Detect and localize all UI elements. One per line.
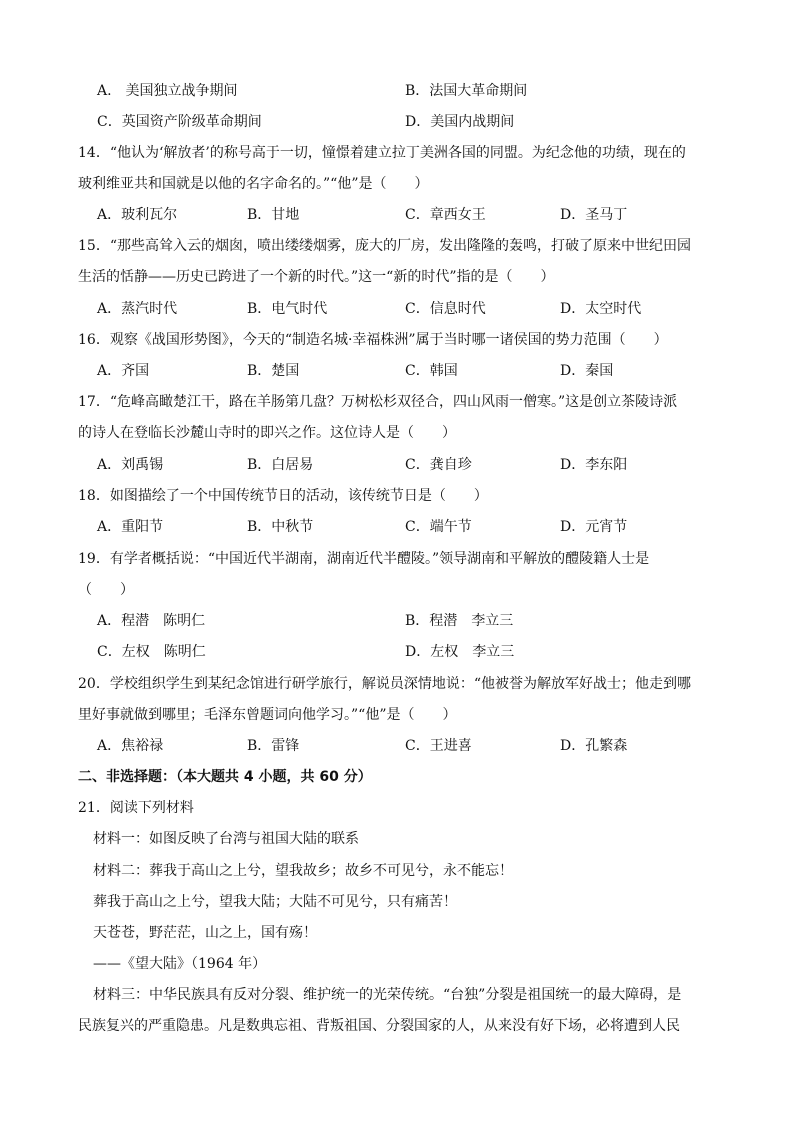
option-c[interactable]: C．端午节 xyxy=(405,519,472,535)
section-heading: 二、非选择题：（本大题共 4 小题，共 60 分） xyxy=(78,769,372,785)
option-c[interactable]: C．章西女王 xyxy=(405,207,486,223)
option-a[interactable]: A．蒸汽时代 xyxy=(97,301,178,317)
option-c[interactable]: C．英国资产阶级革命期间 xyxy=(97,114,262,130)
option-d[interactable]: D．李东阳 xyxy=(560,457,628,473)
option-d[interactable]: D．美国内战期间 xyxy=(405,114,515,130)
question-20-line1: 20．学校组织学生到某纪念馆进行研学旅行，解说员深情地说：“他被誉为解放军好战士；他走到哪 xyxy=(78,676,691,692)
option-c[interactable]: C．信息时代 xyxy=(405,301,486,317)
option-b[interactable]: B．楚国 xyxy=(247,363,300,379)
option-a[interactable]: A．玻利瓦尔 xyxy=(97,207,178,223)
question-15-line2: 生活的恬静——历史已跨进了一个新的时代。”这一“新的时代”指的是（ ） xyxy=(78,269,555,285)
option-d[interactable]: D．元宵节 xyxy=(560,519,628,535)
question-17-line1: 17．“危峰高瞰楚江干，路在羊肠第几盘？万树松杉双径合，四山风雨一僧寒。”这是创立茶陵诗派 xyxy=(78,394,678,410)
option-d[interactable]: D．圣马丁 xyxy=(560,207,628,223)
options-q15 xyxy=(97,299,737,319)
options-q19-row2 xyxy=(97,642,737,662)
material-2: 材料二：葬我于高山之上兮，望我故乡；故乡不可见兮，永不能忘！ xyxy=(93,863,513,879)
options-q16 xyxy=(97,361,737,381)
options-q14 xyxy=(97,205,737,225)
option-a[interactable]: A．焦裕禄 xyxy=(97,738,164,754)
options-q13-row2 xyxy=(97,112,737,132)
option-a[interactable]: A．重阳节 xyxy=(97,519,164,535)
question-14-line1: 14．“他认为‘解放者’的称号高于一切，憧憬着建立拉丁美洲各国的同盟。为纪念他的功绩，现在的 xyxy=(78,145,686,161)
option-c[interactable]: C．龚自珍 xyxy=(405,457,472,473)
poem-source: ——《望大陆》（1964 年） xyxy=(93,956,267,972)
options-q19 xyxy=(97,611,737,631)
material-3-line1: 材料三：中华民族具有反对分裂、维护统一的光荣传统。“台独”分裂是祖国统一的最大障碍，是 xyxy=(93,987,682,1003)
option-d[interactable]: D．太空时代 xyxy=(560,301,642,317)
option-a[interactable]: A．刘禹锡 xyxy=(97,457,164,473)
options-q18 xyxy=(97,517,737,537)
options-q13 xyxy=(97,81,737,101)
option-d[interactable]: D．孔繁森 xyxy=(560,738,628,754)
option-b[interactable]: B．中秋节 xyxy=(247,519,314,535)
option-b[interactable]: B．甘地 xyxy=(247,207,300,223)
question-20-line2: 里好事就做到哪里；毛泽东曾题词向他学习。”“他”是（ ） xyxy=(78,707,457,723)
poem-line-2: 葬我于高山之上兮，望我大陆；大陆不可见兮，只有痛苦！ xyxy=(93,894,457,910)
poem-line-3: 天苍苍，野茫茫，山之上，国有殇！ xyxy=(93,925,317,941)
question-18-line1: 18．如图描绘了一个中国传统节日的活动，该传统节日是（ ） xyxy=(78,488,488,504)
material-3-line2: 民族复兴的严重隐患。凡是数典忘祖、背叛祖国、分裂国家的人，从来没有好下场，必将遭到人民 xyxy=(78,1018,680,1034)
option-d[interactable]: D．秦国 xyxy=(560,363,614,379)
options-q20 xyxy=(97,736,737,756)
option-b[interactable]: B．雷锋 xyxy=(247,738,300,754)
option-b[interactable]: B．程潜 李立三 xyxy=(405,613,514,629)
option-b[interactable]: B．白居易 xyxy=(247,457,314,473)
question-21-title: 21．阅读下列材料 xyxy=(78,800,194,816)
options-q17 xyxy=(97,455,737,475)
option-b[interactable]: B．法国大革命期间 xyxy=(405,83,528,99)
option-b[interactable]: B．电气时代 xyxy=(247,301,328,317)
option-a[interactable]: A. 美国独立战争期间 xyxy=(97,83,238,99)
question-16-line1: 16．观察《战国形势图》，今天的“制造名城·幸福株洲”属于当时哪一诸侯国的势力范围（ ） xyxy=(78,332,668,348)
option-a[interactable]: A．程潜 陈明仁 xyxy=(97,613,206,629)
question-17-line2: 的诗人在登临长沙麓山寺时的即兴之作。这位诗人是（ ） xyxy=(78,425,456,441)
question-19-line2: （ ） xyxy=(78,582,134,598)
option-d[interactable]: D．左权 李立三 xyxy=(405,644,515,660)
option-c[interactable]: C．王进喜 xyxy=(405,738,472,754)
option-c[interactable]: C．韩国 xyxy=(405,363,458,379)
question-19-line1: 19．有学者概括说：“中国近代半湖南，湖南近代半醴陵。”领导湖南和平解放的醴陵籍人士是 xyxy=(78,551,650,567)
question-15-line1: 15．“那些高耸入云的烟囱，喷出缕缕烟雾，庞大的厂房，发出隆隆的轰鸣，打破了原来中世纪田园 xyxy=(78,238,691,254)
option-c[interactable]: C．左权 陈明仁 xyxy=(97,644,206,660)
question-14-line2: 玻利维亚共和国就是以他的名字命名的。”“他”是（ ） xyxy=(78,176,429,192)
material-1: 材料一：如图反映了台湾与祖国大陆的联系 xyxy=(93,831,359,847)
option-a[interactable]: A．齐国 xyxy=(97,363,150,379)
